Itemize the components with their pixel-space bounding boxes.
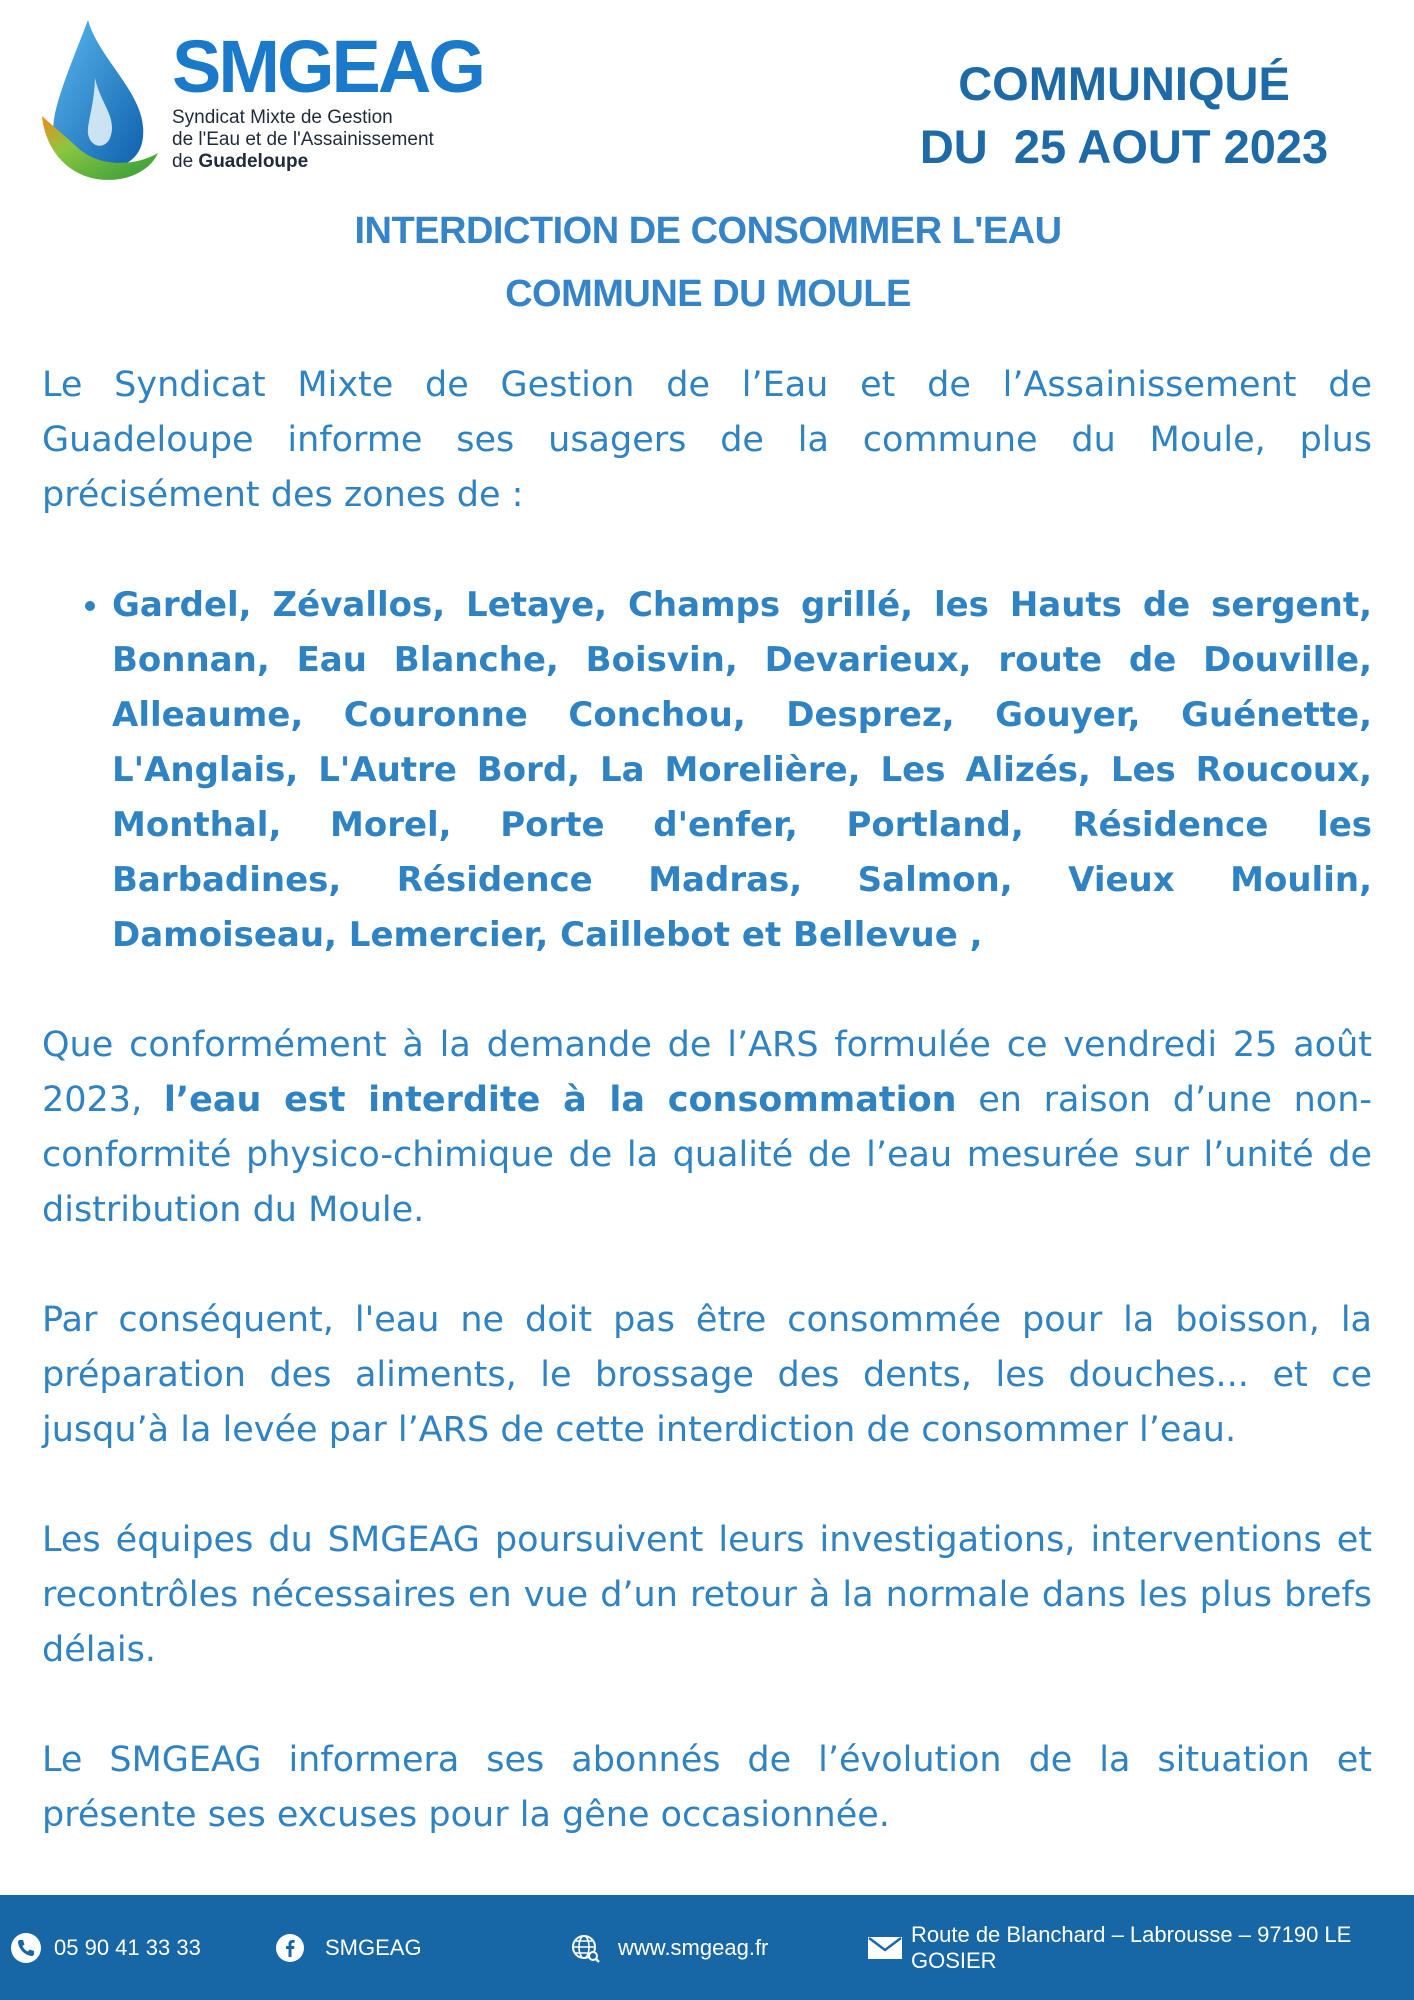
footer-facebook-text: SMGEAG bbox=[325, 1934, 422, 1960]
logo-subtitle bbox=[172, 107, 434, 173]
investigation-paragraph: Les équipes du SMGEAG poursuivent leurs investigations, interventions et recontrôles nécessaires en vue d’un retour à la normale dans les plus brefs délais. bbox=[42, 1520, 1372, 1670]
zones-list-item: • Gardel, Zévallos, Letaye, Champs grillé, les Hauts de sergent, Bonnan, Eau Blanche, Boisvin, Devarieux, route de Douville, Alleaume, Couronne Conchou, Desprez, Gouyer, Guénette, L'Anglais, L'Autre Bord, La Morelière, Les Alizés, Les Roucoux, Monthal, Morel, Porte d'enfer, Portland, Résidence les Barbadines, Résidence Madras, Salmon, Vieux Moulin, Damoiseau, Lemercier, Caillebot et Bellevue , bbox=[112, 578, 1372, 963]
page-title bbox=[0, 200, 1414, 326]
communique-date: DU 25 AOUT 2023 bbox=[919, 120, 1329, 173]
zones-list bbox=[42, 578, 1372, 963]
communique-body bbox=[42, 358, 1372, 1898]
ban-text-after: en raison d’une non-conformité physico-chimique de la qualité de l’eau mesurée sur l’unité de distribution du Moule. bbox=[42, 1080, 1373, 1230]
facebook-icon bbox=[275, 1933, 305, 1963]
title-line: COMMUNE DU MOULE bbox=[505, 273, 911, 315]
water-drop-logo-icon bbox=[40, 18, 160, 186]
ban-paragraph bbox=[42, 1018, 1372, 1238]
globe-icon bbox=[570, 1933, 600, 1963]
footer bbox=[0, 1895, 1414, 2000]
communique-header bbox=[894, 52, 1354, 178]
logo-subtitle-line: Syndicat Mixte de Gestion bbox=[172, 107, 393, 128]
footer-facebook[interactable] bbox=[275, 1895, 422, 2000]
footer-address-text: Route de Blanchard – Labrousse – 97190 LE GOSIER bbox=[911, 1921, 1352, 1973]
logo bbox=[40, 18, 483, 188]
logo-subtitle-line bbox=[172, 151, 434, 173]
envelope-icon bbox=[867, 1935, 903, 1961]
ban-text-emphasis: l’eau est interdite à la consommation bbox=[163, 1080, 957, 1120]
logo-subtitle-prefix: de bbox=[172, 151, 199, 172]
consequence-paragraph: Par conséquent, l'eau ne doit pas être consommée pour la boisson, la préparation des aliments, le brossage des dents, les douches... et ce jusqu’à la levée par l’ARS de cette interdiction de consommer l’eau. bbox=[42, 1300, 1372, 1450]
logo-subtitle-line: de l'Eau et de l'Assainissement bbox=[172, 129, 434, 150]
title-line: INTERDICTION DE CONSOMMER L'EAU bbox=[354, 210, 1062, 252]
phone-icon bbox=[10, 1932, 42, 1964]
footer-phone-text: 05 90 41 33 33 bbox=[54, 1934, 201, 1960]
footer-address bbox=[867, 1895, 1414, 2000]
footer-website-text: www.smgeag.fr bbox=[618, 1934, 769, 1960]
footer-phone bbox=[10, 1895, 201, 2000]
apology-paragraph: Le SMGEAG informera ses abonnés de l’évolution de la situation et présente ses excuses pour la gêne occasionnée. bbox=[42, 1740, 1372, 1835]
ban-text-before: Que conformément à la demande de l’ARS formulée ce vendredi 25 août 2023, bbox=[42, 1025, 1372, 1120]
communique-label: COMMUNIQUÉ bbox=[958, 57, 1290, 110]
logo-brand: SMGEAG bbox=[172, 25, 483, 108]
logo-subtitle-region: Guadeloupe bbox=[198, 151, 309, 172]
footer-website[interactable] bbox=[570, 1895, 768, 2000]
intro-paragraph: Le Syndicat Mixte de Gestion de l’Eau et de l’Assainissement de Guadeloupe informe ses usagers de la commune du Moule, plus précisément des zones de : bbox=[42, 365, 1372, 515]
